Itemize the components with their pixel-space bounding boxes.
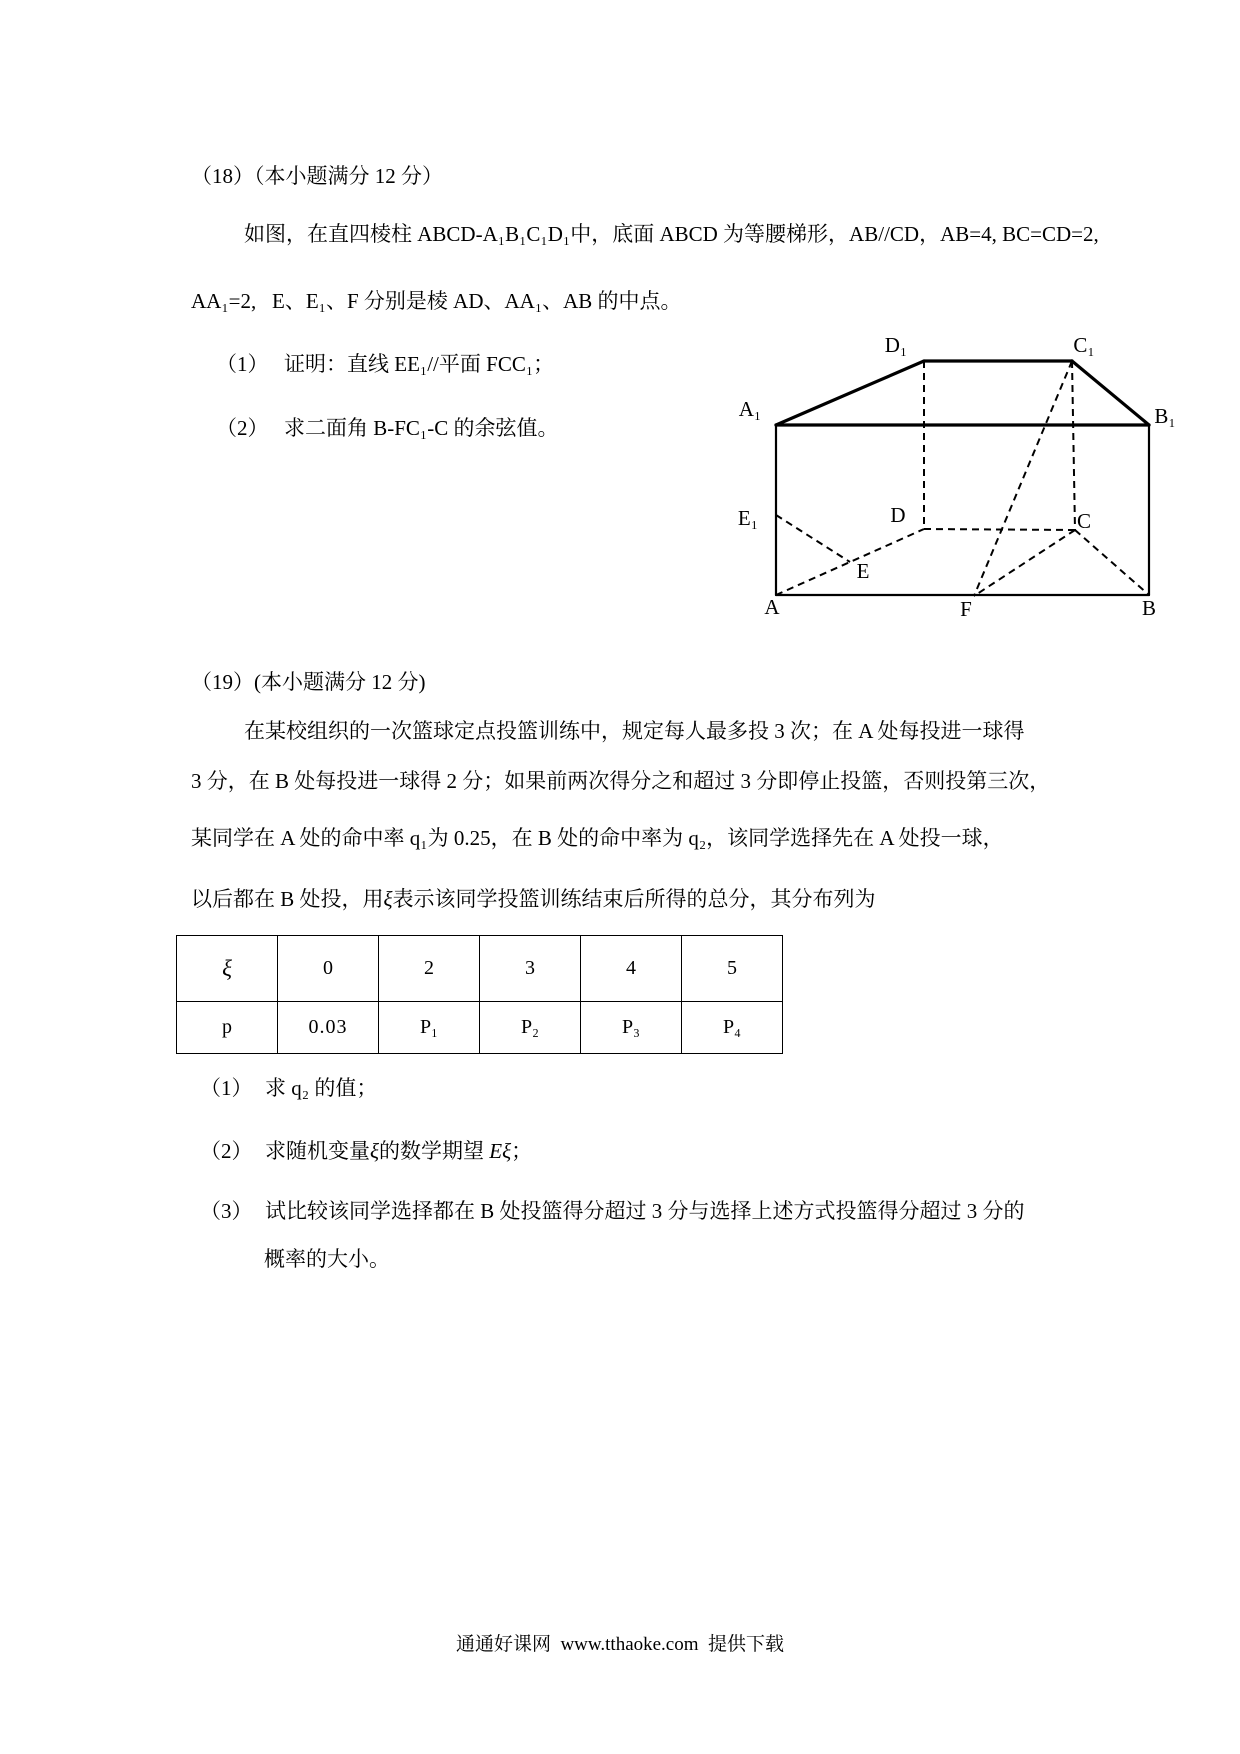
table-cell: 4: [581, 936, 682, 1002]
label-c1: C₁: [1073, 333, 1095, 357]
segment-e1-e: [776, 515, 850, 562]
label-c: C: [1076, 509, 1092, 533]
q19-stem-line-4: [191, 887, 876, 911]
q19-part-2-text: [265, 1139, 532, 1163]
q19-stem-line-2: 3 分，在 B 处每投进一球得 2 分；如果前两次得分之和超过 3 分即停止投篮，否则投第三次，: [191, 769, 1051, 793]
label-a: A: [764, 595, 780, 619]
table-cell: 0: [278, 936, 379, 1002]
segment-c-b: [1075, 530, 1149, 595]
q18-stem-line-2: AA₁=2, E、E₁、F 分别是棱 AD、AA₁、AB 的中点。: [191, 289, 682, 313]
table-cell: 3: [480, 936, 581, 1002]
prism-figure: [720, 325, 1190, 630]
q19-stem-line-1: 在某校组织的一次篮球定点投篮训练中，规定每人最多投 3 次；在 A 处每投进一球得: [244, 719, 1025, 743]
q19-part-2-label: （2）: [200, 1139, 253, 1163]
q19-stem-line-4-after: 表示该同学投篮训练结束后所得的总分，其分布列为: [392, 887, 876, 911]
q18-header: （18）（本小题满分 12 分）: [191, 164, 443, 188]
q18-part-2-text: 求二面角 B-FC₁-C 的余弦值。: [284, 416, 559, 440]
q18-part-1-text: 证明：直线 EE₁//平面 FCC₁；: [284, 352, 555, 376]
q19-stem-line-4-before: 以后都在 B 处投，用: [191, 887, 384, 911]
table-cell: 0.03: [278, 1002, 379, 1054]
label-b1: B₁: [1154, 404, 1176, 428]
edge-d-c: [924, 529, 1075, 530]
label-a1: A₁: [738, 397, 762, 421]
q19-part-1-text: 求 q₂ 的值；: [265, 1076, 378, 1100]
table-header-p: p: [177, 1002, 278, 1054]
edge-a1-d1: [776, 361, 924, 425]
distribution-table: [176, 935, 783, 1054]
table-cell: P₃: [581, 1002, 682, 1054]
q19-part-1-label: （1）: [200, 1076, 253, 1100]
label-e: E: [856, 559, 870, 583]
table-cell: P₁: [379, 1002, 480, 1054]
label-d: D: [890, 503, 906, 527]
q19-part-2-after: ；: [511, 1139, 533, 1163]
segment-c-f: [974, 530, 1075, 596]
edge-c1-c: [1072, 361, 1075, 530]
page-footer: 通通好课网 www.tthaoke.com 提供下载: [455, 1634, 785, 1655]
q19-part-2-before: 求随机变量: [265, 1139, 370, 1163]
table-row-probabilities: [177, 1002, 783, 1054]
label-b: B: [1141, 596, 1157, 620]
q18-stem-line-1: 如图，在直四棱柱 ABCD-A₁B₁C₁D₁中，底面 ABCD 为等腰梯形，AB//CD，AB=4, BC=CD=2,: [244, 222, 1099, 246]
q19-part-3-line-1: 试比较该同学选择都在 B 处投篮得分超过 3 分与选择上述方式投篮得分超过 3 分的: [265, 1199, 1025, 1223]
label-f: F: [960, 597, 972, 621]
q19-part-3-line-2: 概率的大小。: [264, 1247, 390, 1271]
q18-part-1-label: （1）: [216, 352, 269, 376]
q19-part-2-middle: 的数学期望: [379, 1139, 490, 1163]
table-cell: P₄: [682, 1002, 783, 1054]
table-cell: P₂: [480, 1002, 581, 1054]
q19-header: （19）(本小题满分 12 分): [191, 670, 426, 694]
label-e1: E₁: [737, 506, 759, 530]
expectation-symbol: Eξ: [489, 1139, 512, 1163]
xi-symbol: ξ: [383, 887, 393, 911]
q19-stem-line-3: 某同学在 A 处的命中率 q₁为 0.25，在 B 处的命中率为 q₂，该同学选择先在 A 处投一球，: [191, 826, 1004, 850]
segment-c1-f: [974, 361, 1072, 596]
edge-c1-b1: [1072, 361, 1149, 425]
q19-part-3-label: （3）: [200, 1199, 253, 1223]
q18-part-2-label: （2）: [216, 416, 269, 440]
xi-symbol: ξ: [370, 1139, 379, 1163]
table-cell: 5: [682, 936, 783, 1002]
table-cell: 2: [379, 936, 480, 1002]
table-header-xi: ξ: [177, 936, 278, 1002]
label-d1: D₁: [884, 333, 908, 357]
table-row-values: [177, 936, 783, 1002]
